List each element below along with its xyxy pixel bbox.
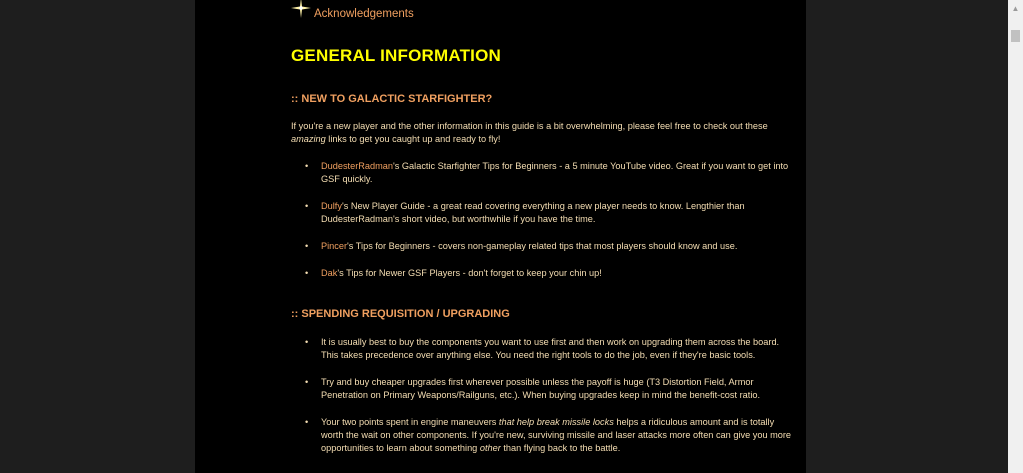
list-item-text: It is usually best to buy the components you want to use first and then work on upgrading them across the board. This takes precedence over anything else. You need the right tools to do the job, even if they're basic tools.	[321, 337, 780, 360]
bullet-icon: •	[305, 377, 309, 387]
list-item-text: 's Tips for Newer GSF Players - don't forget to keep your chin up!	[337, 268, 602, 278]
section-heading-requisition: :: SPENDING REQUISITION / UPGRADING	[291, 308, 510, 320]
bullet-icon: •	[305, 241, 309, 251]
intro-text-2: links to get you caught up and ready to fly!	[325, 134, 501, 144]
guide-page	[195, 0, 806, 473]
list-item-text: Try and buy cheaper upgrades first wherever possible unless the payoff is huge (T3 Distortion Field, Armor Penetration on Primary Weapons/Railguns, etc.). When buying upgrades keep in mind the benefit-cost ratio.	[321, 377, 761, 400]
list-item	[305, 336, 796, 362]
bullet-icon: •	[305, 417, 309, 427]
list-item-text-3: than flying back to the battle.	[500, 443, 621, 453]
list-item-text-2: helps a ridiculous amount and is totally worth the wait on other components. If you're new, surviving missile and laser attacks more often can give you more opportunities to learn about something	[321, 417, 792, 453]
list-item	[305, 376, 796, 402]
chevron-up-icon[interactable]: ▲	[1011, 4, 1020, 13]
section-heading-new-player: :: NEW TO GALACTIC STARFIGHTER?	[291, 93, 493, 105]
sparkle-star-icon	[291, 0, 311, 18]
intro-emphasis: amazing	[291, 134, 326, 144]
vertical-scrollbar[interactable]	[1008, 0, 1023, 473]
list-item-text: 's Tips for Beginners - covers non-gameplay related tips that most players should know and use.	[347, 241, 738, 251]
link-pincer[interactable]: Pincer	[321, 241, 348, 251]
scrollbar-thumb[interactable]	[1011, 30, 1020, 42]
page-title: GENERAL INFORMATION	[291, 46, 501, 65]
intro-text-1: If you're a new player and the other information in this guide is a bit overwhelming, please feel free to check out these	[291, 121, 768, 131]
list-item-text-1: Your two points spent in engine maneuvers	[321, 417, 499, 427]
list-item-emphasis: that help break missile locks	[498, 417, 614, 427]
list-item	[305, 416, 796, 455]
link-dak[interactable]: Dak	[321, 268, 338, 278]
link-dulfy[interactable]: Dulfy	[321, 201, 342, 211]
list-item-text: 's New Player Guide - a great read covering everything a new player needs to know. Lengthier than DudesterRadman's short video, but worthwhile if you have the time.	[321, 201, 745, 224]
bullet-icon: •	[305, 201, 309, 211]
list-item	[305, 240, 796, 253]
list-item-text: 's Galactic Starfighter Tips for Beginners - a 5 minute YouTube video. Great if you want to get into GSF quickly.	[321, 161, 789, 184]
acknowledgements-link[interactable]: Acknowledgements	[314, 8, 414, 20]
link-dudesterradman[interactable]: DudesterRadman	[321, 161, 394, 171]
bullet-icon: •	[305, 268, 309, 278]
list-item	[305, 267, 796, 280]
intro-paragraph	[291, 120, 796, 146]
bullet-icon: •	[305, 337, 309, 347]
list-item-emphasis-2: other	[479, 443, 501, 453]
list-item	[305, 200, 796, 226]
bullet-icon: •	[305, 161, 309, 171]
list-item	[305, 160, 796, 186]
